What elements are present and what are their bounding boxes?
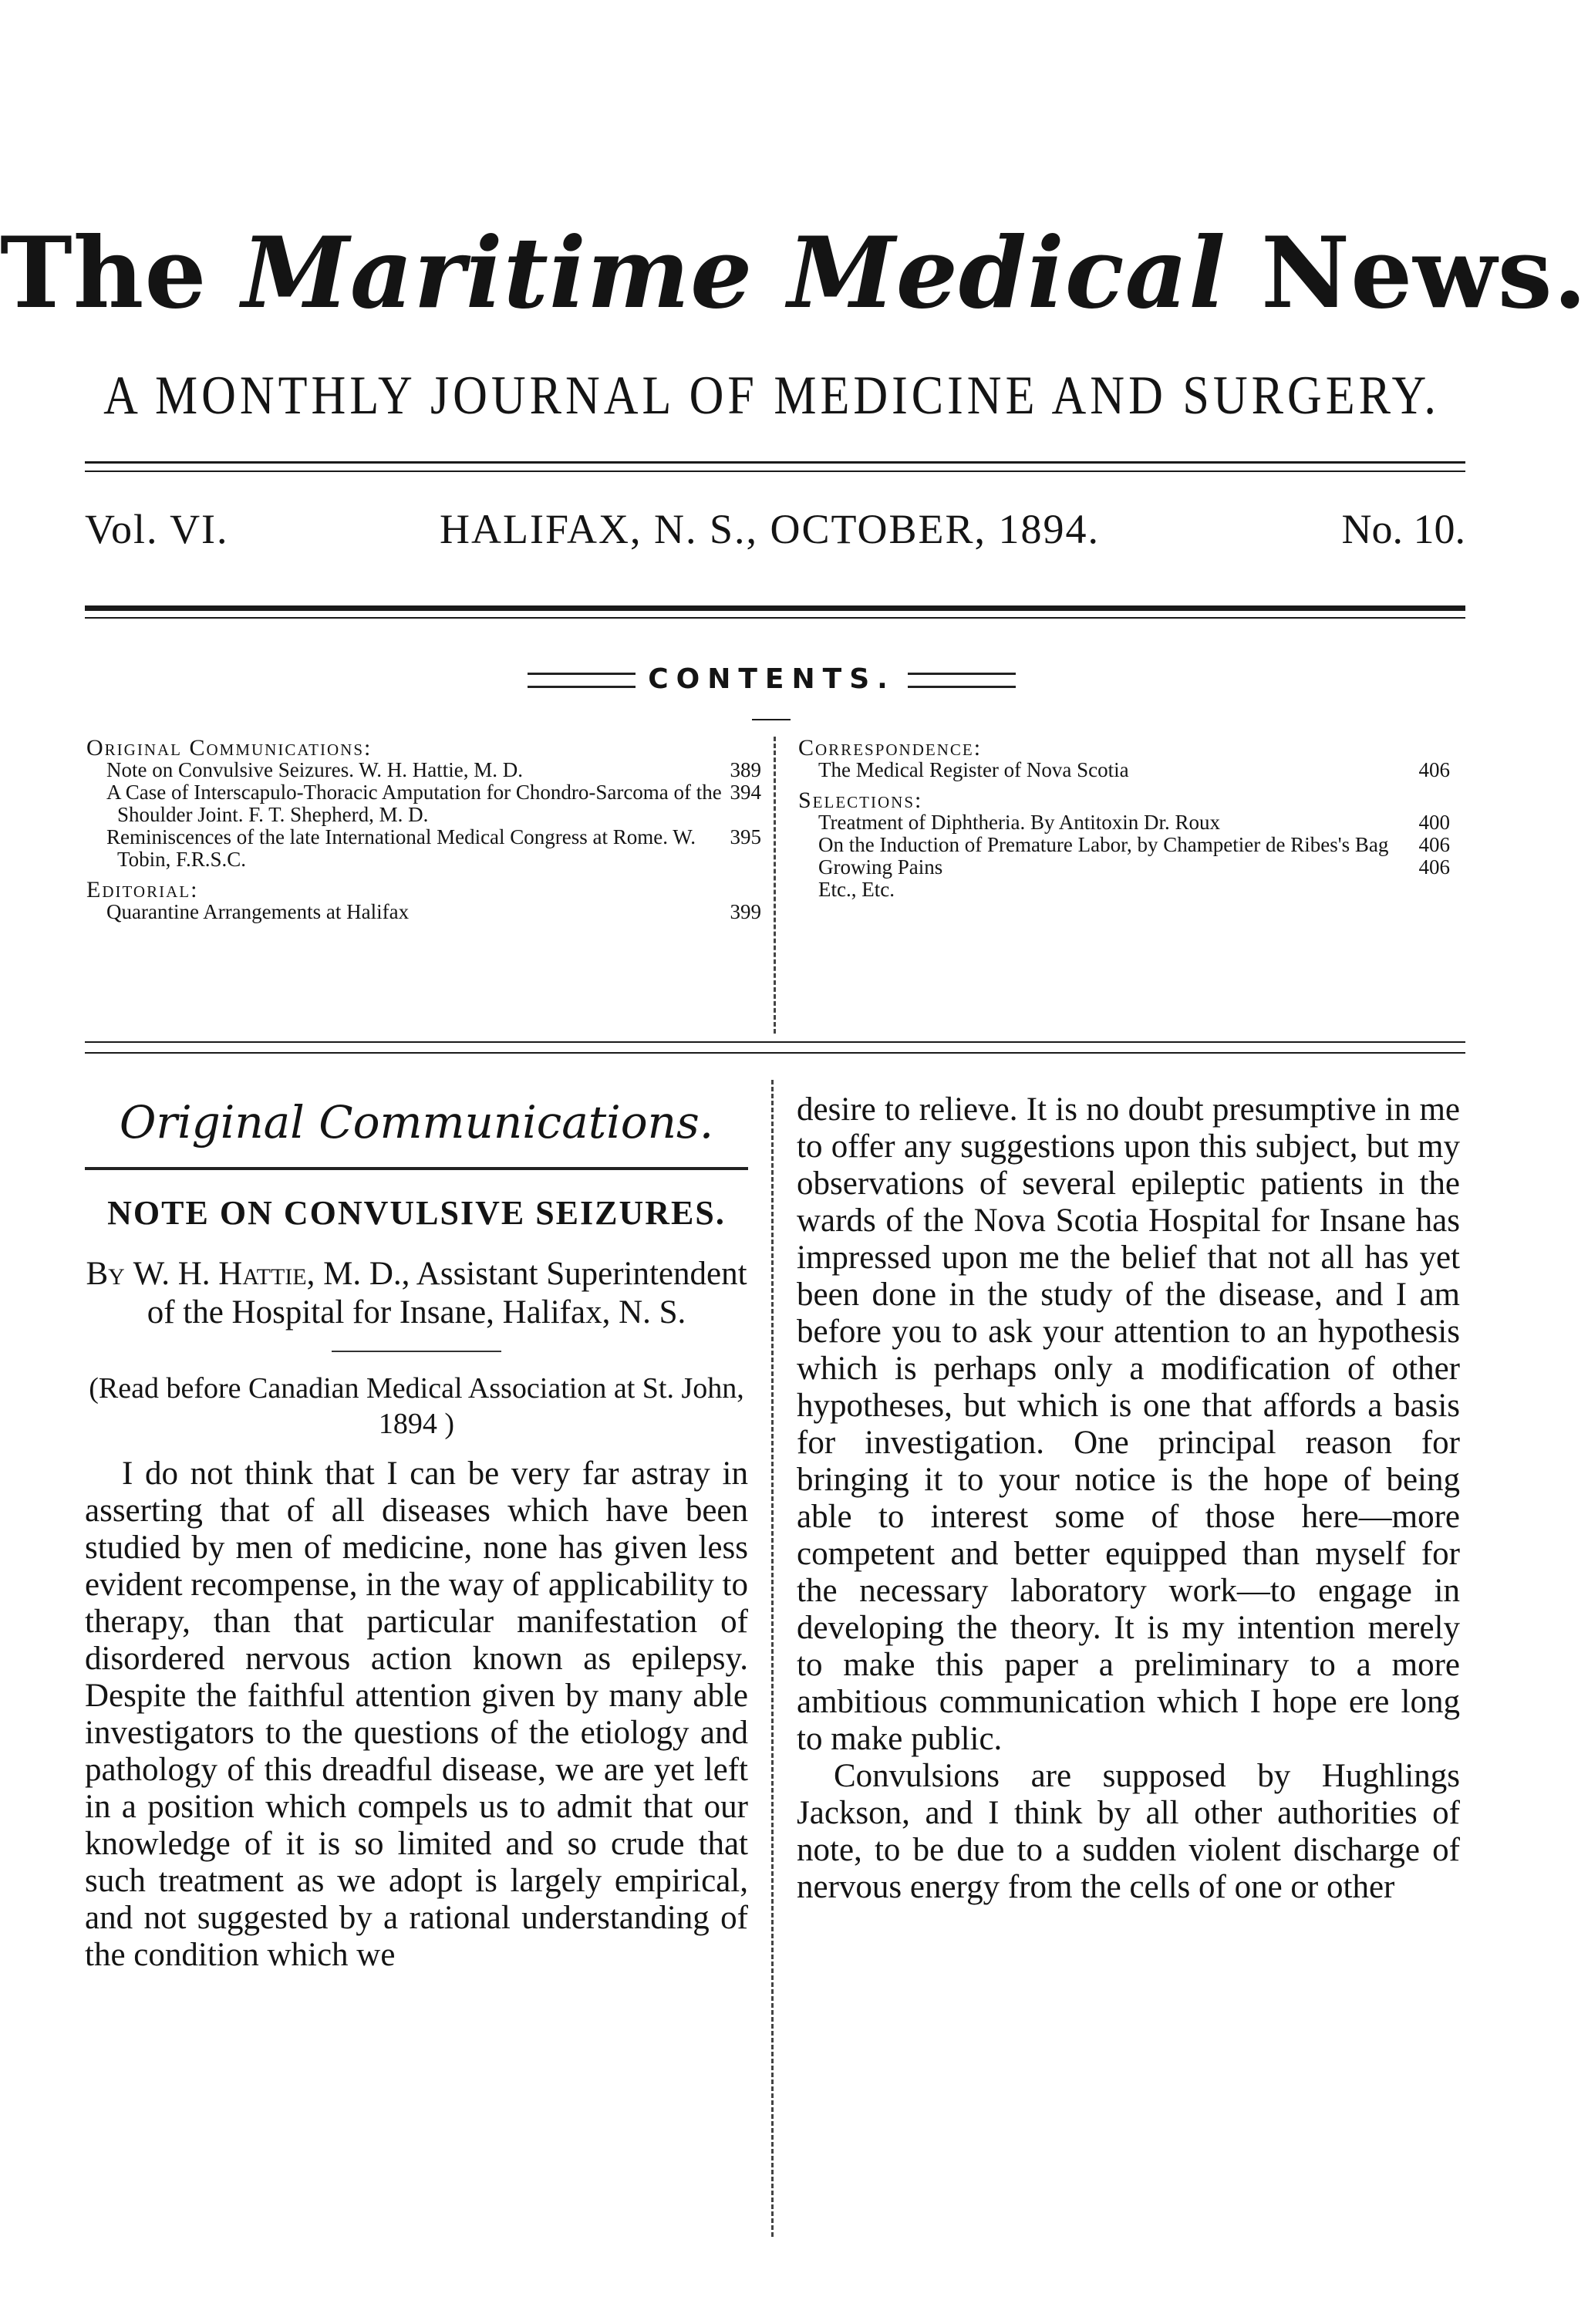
issue-line (85, 505, 1465, 567)
toc-entry (86, 759, 761, 781)
toc-entry-text: Reminiscences of the late International Medical Congress at Rome. W. Tobin, F.R.S.C. (106, 825, 696, 871)
masthead-rule-thin (85, 471, 1465, 472)
article-title: NOTE ON CONVULSIVE SEIZURES. (107, 1194, 726, 1232)
toc-entry (798, 879, 1450, 901)
toc-entry-text: Etc., Etc. (818, 878, 895, 901)
toc-entry-text: A Case of Interscapulo-Thoracic Amputation for Chondro-Sarcoma of the Shoulder Joint. F. T. Shepherd, M. D. (106, 781, 722, 826)
title-word-the: The (0, 216, 207, 330)
issue-rule-thin (85, 617, 1465, 619)
byline-author: W. H. Hattie, M. D., (133, 1256, 410, 1292)
byline-affiliation: Assistant Superintendent of the Hospital for Insane, Halifax, N. S. (147, 1256, 747, 1331)
journal-subtitle: A MONTHLY JOURNAL OF MEDICINE AND SURGERY. (103, 365, 1440, 427)
toc-entry-text: Note on Convulsive Seizures. W. H. Hattie, M. D. (106, 758, 523, 781)
toc-entry-text: The Medical Register of Nova Scotia (818, 758, 1129, 781)
toc-page-number: 399 (730, 900, 761, 923)
place-date-label: HALIFAX, N. S., OCTOBER, 1894. (440, 506, 1101, 552)
toc-entry (798, 834, 1450, 856)
toc-entry (798, 856, 1450, 879)
toc-page-number: 400 (1418, 811, 1450, 834)
toc-entry (86, 901, 761, 923)
toc-page-number: 406 (1418, 758, 1450, 781)
title-word-news: News. (1260, 216, 1588, 330)
toc-entry-text: Quarantine Arrangements at Halifax (106, 900, 410, 923)
toc-page-number: 406 (1418, 855, 1450, 879)
toc-entry-text: Growing Pains (818, 855, 943, 879)
article-byline (85, 1255, 748, 1332)
contents-bottom-rule (85, 1041, 1465, 1043)
toc-entry (798, 811, 1450, 834)
contents-short-rule (752, 719, 791, 720)
contents-heading (0, 663, 1543, 695)
journal-title (0, 216, 1588, 330)
article-right-column (797, 1091, 1460, 1906)
title-word-maritime: Maritime (241, 216, 754, 330)
toc-entry (798, 759, 1450, 781)
contents-bottom-rule-2 (85, 1052, 1465, 1054)
toc-entry-text: Treatment of Diphtheria. By Antitoxin Dr. Roux (818, 811, 1220, 834)
toc-entry (86, 781, 761, 826)
ornament-left-icon (528, 673, 636, 688)
toc-page-number: 395 (730, 825, 761, 848)
toc-page-number: 394 (730, 781, 761, 804)
article-column-divider (771, 1080, 774, 2237)
ornament-right-icon (908, 673, 1016, 688)
contents-column-divider (774, 737, 776, 1034)
article-paragraph-1-continued: desire to relieve. It is no doubt presumptive in me to offer any suggestions upon this subject, but my observations of several epileptic patients in the wards of the Nova Scotia Hospital for Insane has impressed upon me the belief that not all has yet been done in the study of the disease, and I am before you to ask your attention to an hypothesis which is perhaps only a modification of other hypotheses, but which is one that affords a basis for investigation. One principal reason for bringing it to your notice is the hope of being able to interest some of those here—more competent and better equipped than myself for the necessary laboratory work—to engage in developing the theory. It is my intention merely to make this paper a preliminary to a more ambitious communication which I hope ere long to make public. (797, 1091, 1460, 1757)
issue-number-label: No. 10. (1341, 506, 1465, 552)
article-left-column (85, 1091, 748, 1974)
toc-entry-text: On the Induction of Premature Labor, by Champetier de Ribes's Bag (818, 833, 1389, 856)
contents-right-column (798, 737, 1450, 901)
toc-section-heading: Correspondence: (798, 735, 983, 761)
section-rule (85, 1167, 748, 1170)
toc-entry (86, 826, 761, 871)
toc-page-number: 406 (1418, 833, 1450, 856)
contents-heading-text: CONTENTS. (648, 663, 895, 695)
byline-rule (332, 1351, 501, 1352)
toc-section-heading: Editorial: (86, 877, 199, 902)
article-paragraph-2: Convulsions are supposed by Hughlings Jackson, and I think by all other authorities of note, to be due to a sudden violent discharge of nervous energy from the cells of one or other (797, 1758, 1460, 1905)
issue-rule-thick (85, 605, 1465, 611)
toc-section-heading: Selections: (798, 788, 923, 813)
byline-by: By (86, 1256, 125, 1292)
read-note: (Read before Canadian Medical Association at St. John, 1894 ) (89, 1372, 744, 1440)
section-title: Original Communications. (119, 1096, 714, 1149)
title-word-medical: Medical (787, 216, 1227, 330)
contents-left-column (86, 737, 761, 923)
masthead-rule-top (85, 461, 1465, 464)
toc-section-heading: Original Communications: (86, 735, 373, 761)
toc-page-number: 389 (730, 758, 761, 781)
article-paragraph-1: I do not think that I can be very far astray in asserting that of all diseases which have been studied by men of medicine, none has given less evident recompense, in the way of applicability to therapy, than that particular manifestation of disordered nervous action known as epilepsy. Despite the faithful attention given by many able investigators to the questions of the etiology and pathology of this dreadful disease, we are yet left in a position which compels us to admit that our knowledge of it is so limited and so crude that such treatment as we adopt is largely empirical, and not suggested by a rational understanding of the condition which we (85, 1455, 748, 1973)
volume-label: Vol. VI. (85, 506, 229, 552)
